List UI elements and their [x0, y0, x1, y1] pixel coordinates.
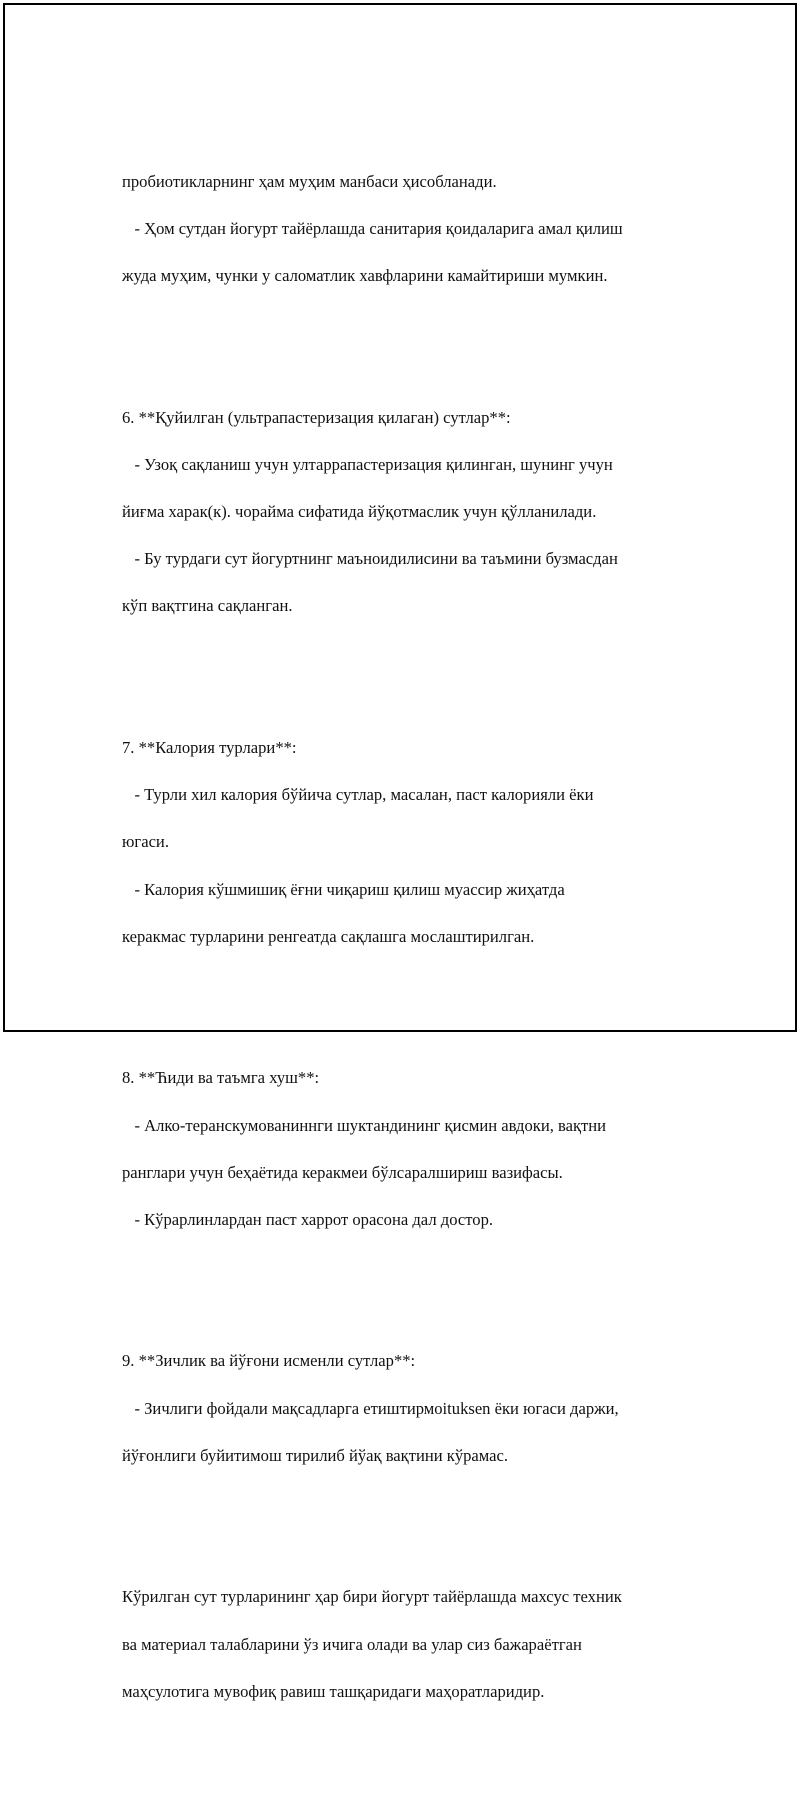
paragraph-item-8: [122, 1043, 692, 1255]
text-line: кўп вақтгина сақланган.: [122, 596, 293, 616]
paragraph-item-7: [122, 712, 692, 972]
section-heading: 7. **Калория турлари**:: [122, 738, 297, 758]
text-line: - Узоқ сақланиш учун ултаррапастеризация қилинган, шунинг учун: [122, 454, 613, 474]
text-line: маҳсулотига мувофиқ равиш ташқаридаги маҳоратларидир.: [122, 1681, 545, 1701]
paragraph-conclusion: [122, 1562, 692, 1727]
text-line: - Бу турдаги сут йогуртнинг маъноидилисини ва таъмини бузмасдан: [122, 549, 618, 569]
text-line: - Алко-теранскумованиннги шуктандининг қисмин авдоки, вақтни: [122, 1115, 607, 1135]
paragraph-probiotics: [122, 146, 692, 311]
text-line: Кўрилган сут турларининг ҳар бири йогурт тайёрлашда махсус техник: [122, 1587, 622, 1607]
section-heading: 9. **Зичлик ва йўғони исменли сутлар**:: [122, 1351, 416, 1371]
document-body: [122, 99, 692, 1798]
document-page: [3, 3, 797, 1701]
text-line: - Ҳом сутдан йогурт тайёрлашда санитария қоидаларига амал қилиш: [122, 218, 623, 238]
text-line: ва материал талабларини ўз ичига олади ва улар сиз бажараётган: [122, 1634, 582, 1654]
section-heading: 8. **Ћиди ва таъмга хуш**:: [122, 1068, 320, 1088]
text-line: - Зичлиги фойдали мақсадларга етиштирмоituksen ёки югаси даржи,: [122, 1398, 619, 1418]
text-line: - Турли хил калория бўйича сутлар, масалан, паст калорияли ёки: [122, 785, 594, 805]
text-line: йиғма харак(к). чорайма сифатида йўқотмаслик учун қўлланилади.: [122, 502, 597, 522]
section-heading: 6. **Қуйилган (ультрапастеризация қилаган) сутлар**:: [122, 407, 511, 427]
text-line: ранглари учун беҳаётида керакмеи бўлсаралшириш вазифасы.: [122, 1162, 563, 1182]
text-line: пробиотикларнинг ҳам муҳим манбаси ҳисобланади.: [122, 171, 497, 191]
text-line: жуда муҳим, чунки у саломатлик хавфларини камайтириши мумкин.: [122, 266, 608, 286]
text-line: - Кўрарлинлардан паст харрот орасона дал достор.: [122, 1209, 494, 1229]
paragraph-item-6: [122, 382, 692, 642]
paragraph-item-9: [122, 1326, 692, 1491]
text-line: керакмас турларини ренгеатда сақлашга мослаштирилган.: [122, 926, 535, 946]
text-line: йўғонлиги буйитимош тирилиб йўақ вақтини кўрамас.: [122, 1445, 509, 1465]
text-line: югаси.: [122, 832, 169, 852]
text-line: - Калория кўшмишиқ ёғни чиқариш қилиш муассир жиҳатда: [122, 879, 565, 899]
